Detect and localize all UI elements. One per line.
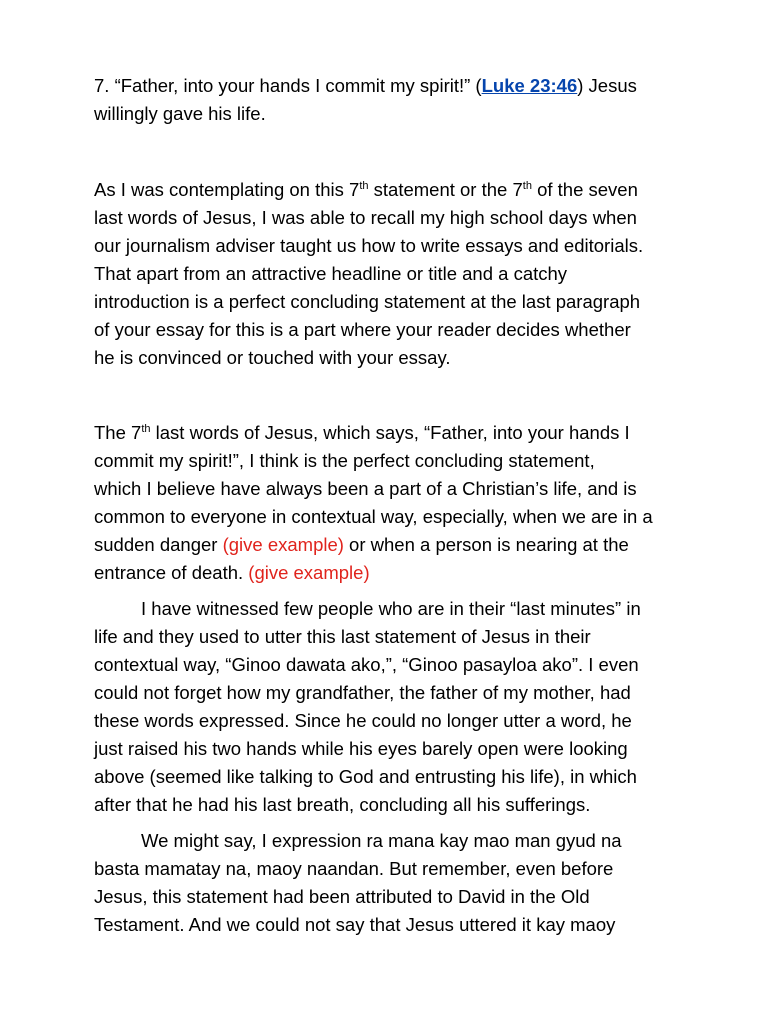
paragraph-witness bbox=[94, 595, 734, 819]
ordinal-suffix: th bbox=[522, 180, 532, 192]
text-line: That apart from an attractive headline or title and a catchy bbox=[94, 263, 568, 284]
text-line: introduction is a perfect concluding statement at the last paragraph bbox=[94, 291, 641, 312]
text-line: The 7th last words of Jesus, which says, “Father, into your hands I bbox=[94, 422, 630, 443]
text-line: life and they used to utter this last statement of Jesus in their bbox=[94, 626, 591, 647]
text-line: above (seemed like talking to God and entrusting his life), in which bbox=[94, 766, 637, 787]
ordinal-suffix: th bbox=[359, 180, 369, 192]
text-line: commit my spirit!”, I think is the perfect concluding statement, bbox=[94, 450, 595, 471]
text-line: sudden danger (give example) or when a person is nearing at the bbox=[94, 534, 629, 555]
text-line: our journalism adviser taught us how to write essays and editorials. bbox=[94, 235, 644, 256]
text-line: Testament. And we could not say that Jesus uttered it kay maoy bbox=[94, 914, 616, 935]
paragraph-scripture-heading bbox=[94, 72, 734, 128]
text-line: of your essay for this is a part where your reader decides whether bbox=[94, 319, 631, 340]
text-line: I have witnessed few people who are in their “last minutes” in bbox=[141, 598, 641, 619]
ordinal-suffix: th bbox=[141, 423, 151, 435]
text-line: basta mamatay na, maoy naandan. But remember, even before bbox=[94, 858, 614, 879]
text-line: last words of Jesus, I was able to recall my high school days when bbox=[94, 207, 637, 228]
text-line: 7. “Father, into your hands I commit my spirit!” (Luke 23:46) Jesus bbox=[94, 75, 637, 96]
text-line: just raised his two hands while his eyes barely open were looking bbox=[94, 738, 628, 759]
text-line: We might say, I expression ra mana kay mao man gyud na bbox=[141, 830, 622, 851]
scripture-reference-link[interactable]: Luke 23:46 bbox=[481, 75, 578, 96]
text-line: he is convinced or touched with your essay. bbox=[94, 347, 451, 368]
text-line: entrance of death. (give example) bbox=[94, 562, 370, 583]
text-line: these words expressed. Since he could no longer utter a word, he bbox=[94, 710, 632, 731]
editor-note: (give example) bbox=[248, 562, 370, 583]
editor-note: (give example) bbox=[222, 534, 344, 555]
paragraph-contemplation bbox=[94, 176, 734, 372]
text-line: willingly gave his life. bbox=[94, 103, 266, 124]
text-line: could not forget how my grandfather, the father of my mother, had bbox=[94, 682, 631, 703]
paragraph-concluding-statement bbox=[94, 419, 734, 587]
text-line: common to everyone in contextual way, especially, when we are in a bbox=[94, 506, 653, 527]
text-line: As I was contemplating on this 7th statement or the 7th of the seven bbox=[94, 179, 638, 200]
text-line: after that he had his last breath, concluding all his sufferings. bbox=[94, 794, 591, 815]
text-line: Jesus, this statement had been attributed to David in the Old bbox=[94, 886, 590, 907]
text-line: which I believe have always been a part of a Christian’s life, and is bbox=[94, 478, 637, 499]
paragraph-expression bbox=[94, 827, 734, 939]
text-line: contextual way, “Ginoo dawata ako,”, “Ginoo pasayloa ako”. I even bbox=[94, 654, 639, 675]
